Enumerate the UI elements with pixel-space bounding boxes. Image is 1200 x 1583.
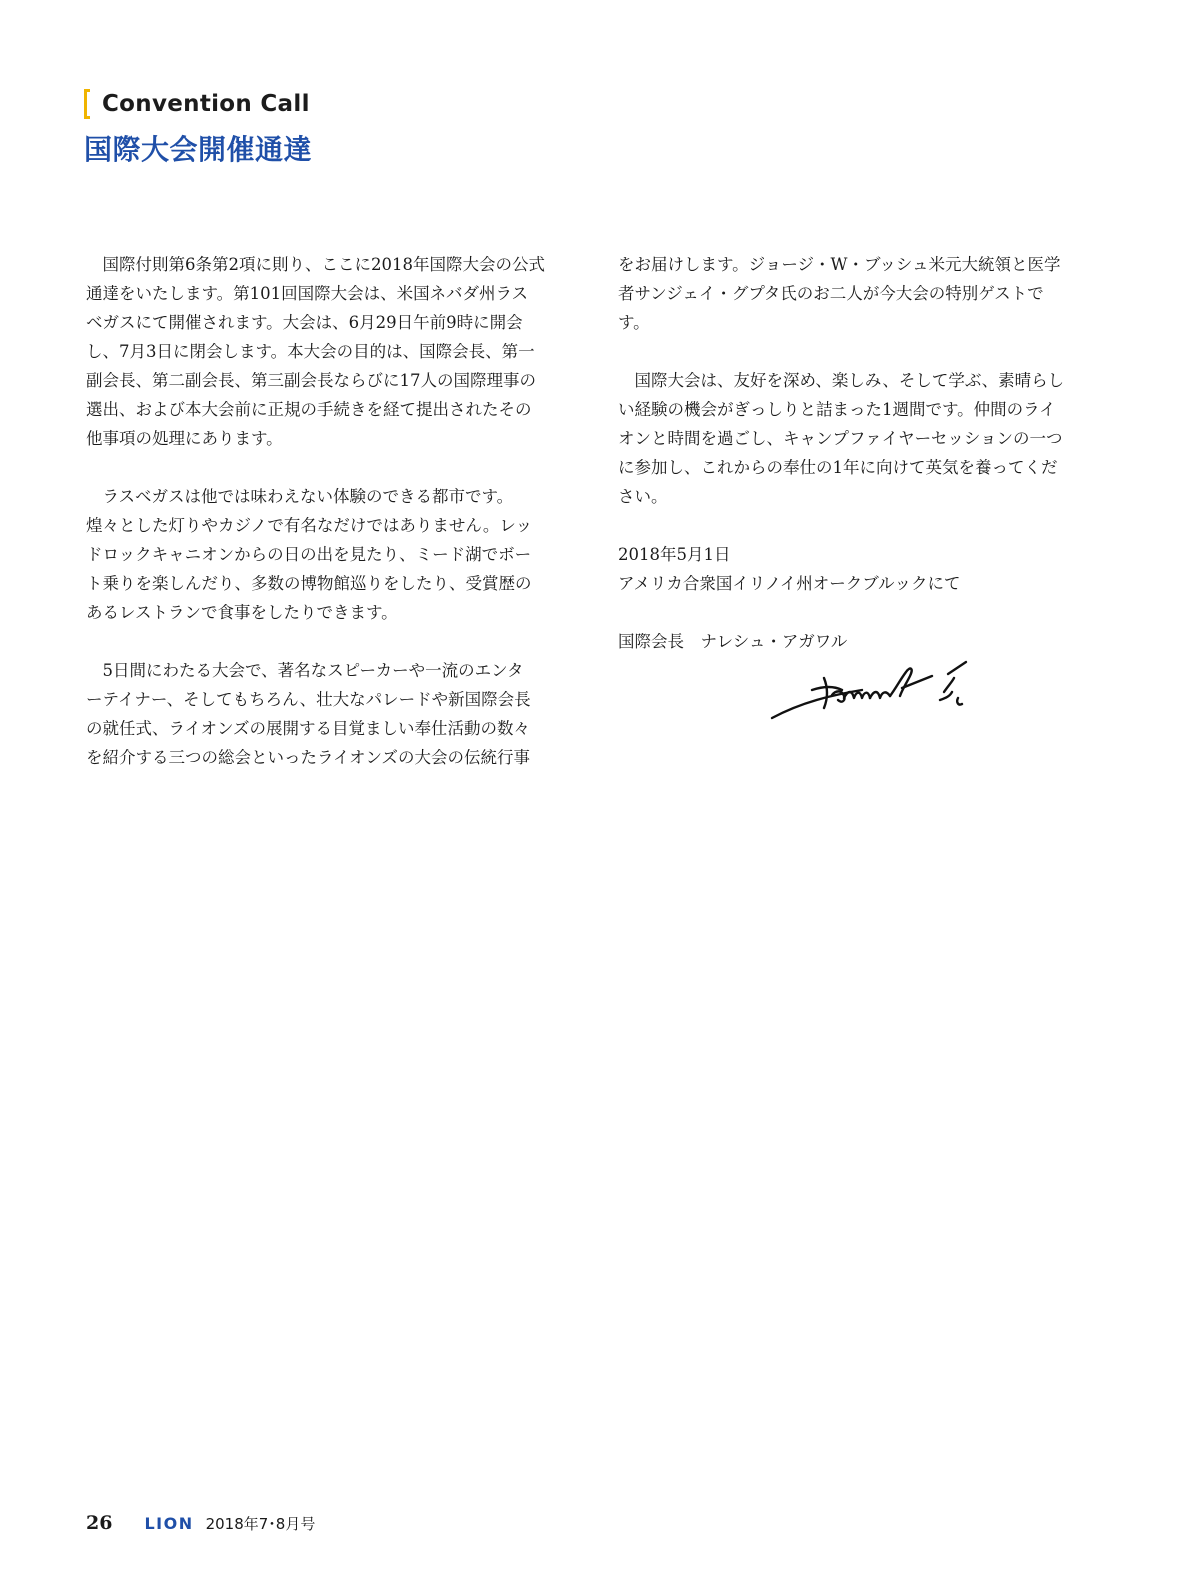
text-line: し、7月3日に閉会します。本大会の目的は、国際会長、第一 [86,342,535,361]
letter-place: アメリカ合衆国イリノイ州オークブルックにて [618,574,961,593]
text-line: ーテイナー、そしてもちろん、壮大なパレードや新国際会長 [86,690,531,709]
page-header [84,86,312,168]
letter-date: 2018年5月1日 [618,545,731,564]
text-line: す。 [618,313,650,332]
text-line: 国際大会は、友好を深め、楽しみ、そして学ぶ、素晴らし [634,371,1065,390]
text-line: をお届けします。ジョージ・W・ブッシュ米元大統領と医学 [618,255,1061,274]
text-line: 5日間にわたる大会で、著名なスピーカーや一流のエンタ [102,661,524,680]
signatory-name: 国際会長 ナレシュ・アガワル [618,632,848,651]
text-line: さい。 [618,487,668,506]
paragraph-las-vegas [86,482,576,627]
text-line: ト乗りを楽しんだり、多数の博物館巡りをしたり、受賞歴の [86,574,532,593]
header-eyebrow-row [84,86,312,122]
bracket-mark [84,89,90,119]
issue-label: 2018年7･8月号 [205,1515,316,1533]
text-line: 国際付則第6条第2項に則り、ここに2018年国際大会の公式 [102,255,545,274]
text-line: ラスベガスは他では味わえない体験のできる都市です。 [102,487,514,506]
paragraph-rules [86,250,576,453]
text-line: 他事項の処理にあります。 [86,429,283,448]
left-column [86,250,576,801]
text-line: に参加し、これからの奉仕の1年に向けて英気を養ってくだ [618,458,1058,477]
page-footer [86,1512,315,1534]
text-line: 者サンジェイ・グプタ氏のお二人が今大会の特別ゲストで [618,284,1044,303]
page-number: 26 [86,1512,113,1534]
paragraph-five-days [86,656,576,772]
text-line: オンと時間を過ごし、キャンプファイヤーセッションの一つ [618,429,1063,448]
text-line: い経験の機会がぎっしりと詰まった1週間です。仲間のライ [618,400,1056,419]
text-line: 煌々とした灯りやカジノで有名なだけではありません。レッ [86,516,533,535]
text-line: ベガスにて開催されます。大会は、6月29日午前9時に開会 [86,313,523,332]
paragraph-continuation [618,250,1108,337]
handwritten-signature [762,650,982,730]
text-line: 副会長、第二副会長、第三副会長ならびに17人の国際理事の [86,371,536,390]
text-line: 選出、および本大会前に正規の手続きを経て提出されたその [86,400,532,419]
text-line: ドロックキャニオンからの日の出を見たり、ミード湖でボー [86,545,532,564]
right-column [618,250,1108,685]
text-line: を紹介する三つの総会といったライオンズの大会の伝統行事 [86,748,531,767]
page-title: 国際大会開催通達 [84,133,313,166]
paragraph-convention-week [618,366,1108,511]
text-line: 通達をいたします。第101回国際大会は、米国ネバダ州ラス [86,284,529,303]
text-line: あるレストランで食事をしたりできます。 [86,603,398,622]
text-line: の就任式、ライオンズの展開する目覚ましい奉仕活動の数々 [86,719,531,738]
section-eyebrow: Convention Call [102,91,310,117]
magazine-name: LION [144,1514,194,1533]
dateline-block [618,540,1108,598]
